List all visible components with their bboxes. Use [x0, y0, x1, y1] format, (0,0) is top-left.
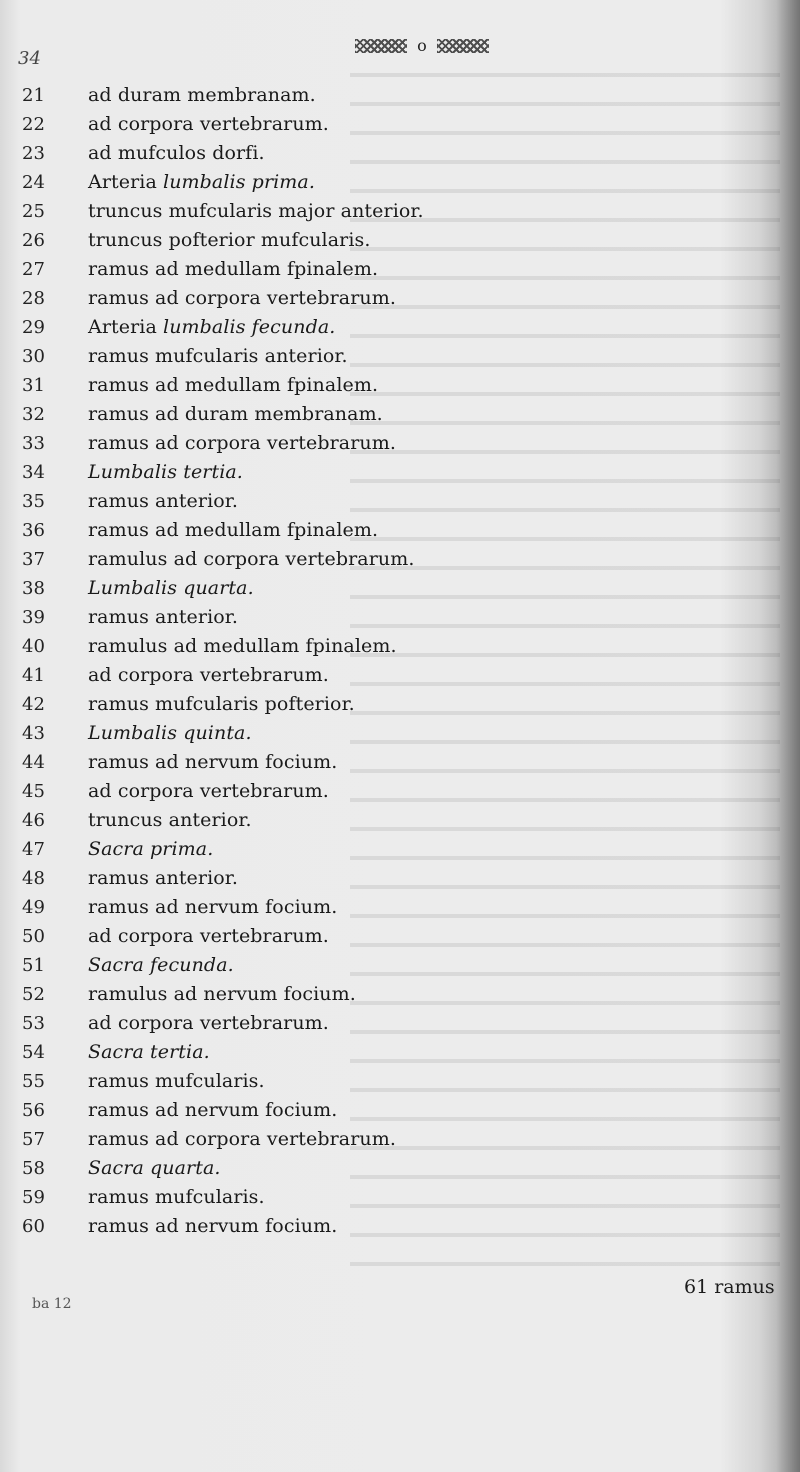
list-item: [22, 922, 452, 951]
entry-text: ramus ad corpora vertebrarum.: [88, 432, 396, 454]
entry-number: 46: [22, 810, 45, 831]
list-item: [22, 400, 452, 429]
entry-prefix: Arteria: [88, 171, 164, 193]
list-item: [22, 1009, 452, 1038]
entry-number: 41: [22, 665, 45, 686]
entry-number: 36: [22, 520, 45, 541]
entry-number: 48: [22, 868, 45, 889]
list-item: [22, 81, 452, 110]
entry-text: Sacra prima.: [88, 838, 214, 860]
ornament-center: o: [417, 36, 427, 55]
list-item: [22, 748, 452, 777]
list-item: [22, 226, 452, 255]
entry-number: 43: [22, 723, 45, 744]
list-item: [22, 690, 452, 719]
entry-text: ramus mufcularis anterior.: [88, 345, 348, 367]
list-item: [22, 371, 452, 400]
list-item: [22, 255, 452, 284]
entry-text: ramus ad duram membranam.: [88, 403, 383, 425]
list-item: [22, 1096, 452, 1125]
entry-text: ramulus ad medullam fpinalem.: [88, 635, 397, 657]
list-item: [22, 342, 452, 371]
entry-text: truncus pofterior mufcularis.: [88, 229, 371, 251]
entry-number: 29: [22, 317, 45, 338]
entry-number: 45: [22, 781, 45, 802]
entry-number: 57: [22, 1129, 45, 1150]
entry-text: ramus ad medullam fpinalem.: [88, 519, 379, 541]
list-item: [22, 980, 452, 1009]
ornament-right-icon: [437, 39, 489, 53]
entry-number: 39: [22, 607, 45, 628]
entry-text: ramus anterior.: [88, 490, 239, 512]
entry-text: ramus ad medullam fpinalem.: [88, 258, 379, 280]
entry-text: ramus anterior.: [88, 867, 239, 889]
entry-text: ramus mufcularis.: [88, 1186, 265, 1208]
entry-text: ramulus ad nervum focium.: [88, 983, 356, 1005]
entry-text: ad corpora vertebrarum.: [88, 664, 329, 686]
entry-number: 60: [22, 1216, 45, 1237]
entry-number: 58: [22, 1158, 45, 1179]
entry-number: 37: [22, 549, 45, 570]
entry-number: 42: [22, 694, 45, 715]
page-edge-shadow: [776, 0, 800, 1472]
entry-number: 54: [22, 1042, 45, 1063]
entry-number: 24: [22, 172, 45, 193]
entry-text: ramus anterior.: [88, 606, 239, 628]
catchword: 61 ramus: [684, 1276, 775, 1298]
entry-text: truncus mufcularis major anterior.: [88, 200, 424, 222]
list-item: [22, 429, 452, 458]
ornament-left-icon: [355, 39, 407, 53]
entry-number: 32: [22, 404, 45, 425]
list-item: [22, 632, 452, 661]
entry-text: [88, 313, 335, 342]
list-item: [22, 661, 452, 690]
list-item: [22, 110, 452, 139]
list-item: [22, 574, 452, 603]
entry-text: Lumbalis tertia.: [88, 461, 243, 483]
entry-text: ad corpora vertebrarum.: [88, 925, 329, 947]
entry-number: 40: [22, 636, 45, 657]
list-item: [22, 139, 452, 168]
entry-text: Lumbalis quarta.: [88, 577, 254, 599]
entry-number: 26: [22, 230, 45, 251]
entry-text: [88, 168, 315, 197]
entry-number: 59: [22, 1187, 45, 1208]
entry-number: 44: [22, 752, 45, 773]
entry-list: [22, 81, 452, 1241]
entry-italic-text: lumbalis prima.: [163, 171, 315, 193]
list-item: [22, 545, 452, 574]
entry-text: Sacra quarta.: [88, 1157, 221, 1179]
entry-number: 47: [22, 839, 45, 860]
entry-number: 56: [22, 1100, 45, 1121]
entry-text: Sacra fecunda.: [88, 954, 234, 976]
entry-text: ramulus ad corpora vertebrarum.: [88, 548, 415, 570]
entry-text: ramus ad nervum focium.: [88, 896, 338, 918]
list-item: [22, 719, 452, 748]
entry-text: ad corpora vertebrarum.: [88, 1012, 329, 1034]
entry-text: ramus ad nervum focium.: [88, 1099, 338, 1121]
entry-number: 27: [22, 259, 45, 280]
list-item: [22, 777, 452, 806]
entry-number: 49: [22, 897, 45, 918]
entry-text: ramus ad nervum focium.: [88, 1215, 338, 1237]
entry-number: 21: [22, 85, 45, 106]
list-item: [22, 893, 452, 922]
entry-number: 50: [22, 926, 45, 947]
entry-number: 31: [22, 375, 45, 396]
entry-text: ramus mufcularis.: [88, 1070, 265, 1092]
list-item: [22, 1154, 452, 1183]
list-item: [22, 1067, 452, 1096]
entry-text: ramus ad nervum focium.: [88, 751, 338, 773]
list-item: [22, 487, 452, 516]
entry-text: ramus ad corpora vertebrarum.: [88, 287, 396, 309]
entry-text: ramus mufcularis pofterior.: [88, 693, 355, 715]
entry-text: Sacra tertia.: [88, 1041, 210, 1063]
entry-text: truncus anterior.: [88, 809, 252, 831]
entry-number: 33: [22, 433, 45, 454]
list-item: [22, 603, 452, 632]
list-item: [22, 168, 452, 197]
entry-number: 30: [22, 346, 45, 367]
entry-text: ad corpora vertebrarum.: [88, 780, 329, 802]
list-item: [22, 458, 452, 487]
list-item: [22, 1125, 452, 1154]
entry-number: 52: [22, 984, 45, 1005]
entry-number: 53: [22, 1013, 45, 1034]
entry-text: ad duram membranam.: [88, 84, 316, 106]
entry-prefix: Arteria: [88, 316, 164, 338]
entry-text: ad corpora vertebrarum.: [88, 113, 329, 135]
list-item: [22, 284, 452, 313]
entry-number: 51: [22, 955, 45, 976]
list-item: [22, 864, 452, 893]
entry-text: Lumbalis quinta.: [88, 722, 252, 744]
entry-number: 28: [22, 288, 45, 309]
list-item: [22, 516, 452, 545]
entry-italic-text: lumbalis fecunda.: [163, 316, 336, 338]
entry-number: 38: [22, 578, 45, 599]
list-item: [22, 835, 452, 864]
list-item: [22, 1038, 452, 1067]
entry-number: 35: [22, 491, 45, 512]
entry-number: 55: [22, 1071, 45, 1092]
header-ornament: [352, 36, 492, 56]
entry-number: 25: [22, 201, 45, 222]
page-number: 34: [18, 48, 41, 69]
entry-number: 34: [22, 462, 45, 483]
entry-text: ramus ad corpora vertebrarum.: [88, 1128, 396, 1150]
list-item: [22, 1212, 452, 1241]
list-item: [22, 806, 452, 835]
signature-mark: ba 12: [32, 1296, 72, 1312]
list-item: [22, 313, 452, 342]
entry-number: 22: [22, 114, 45, 135]
entry-text: ramus ad medullam fpinalem.: [88, 374, 379, 396]
entry-number: 23: [22, 143, 45, 164]
entry-text: ad mufculos dorfi.: [88, 142, 265, 164]
list-item: [22, 197, 452, 226]
list-item: [22, 1183, 452, 1212]
list-item: [22, 951, 452, 980]
